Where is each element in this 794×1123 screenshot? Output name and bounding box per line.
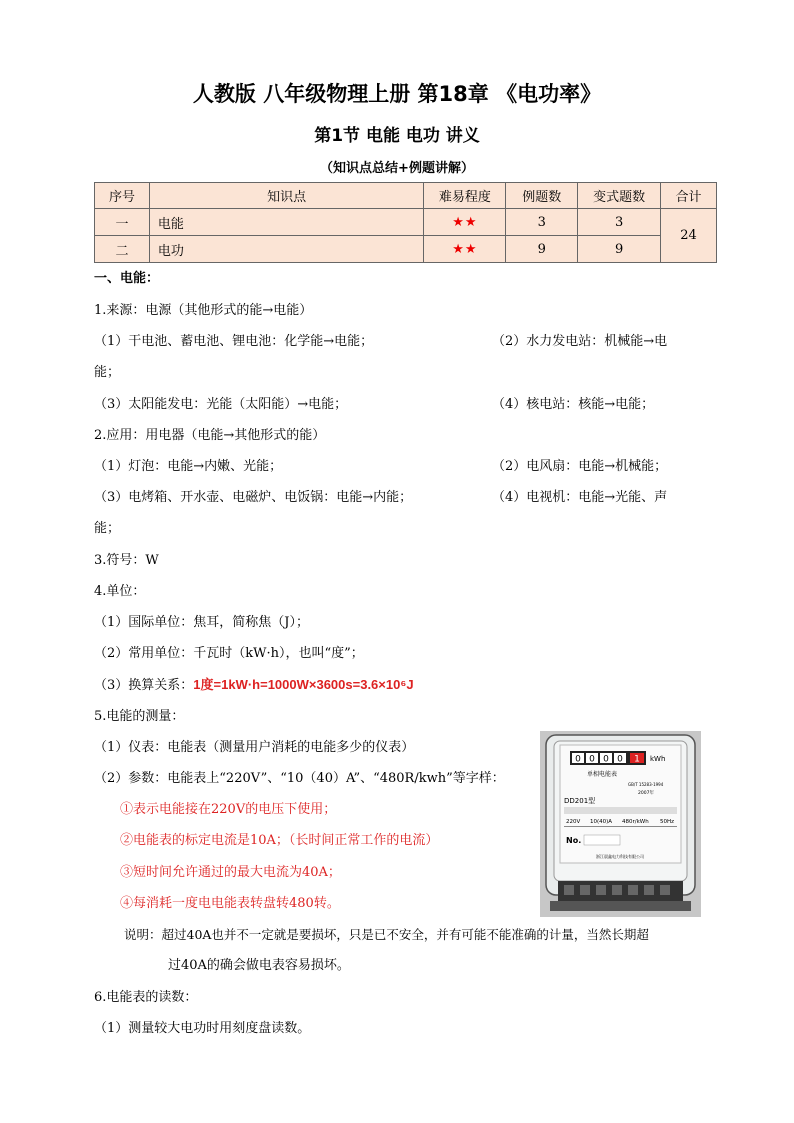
page-note: （知识点总结+例题讲解） [320, 161, 474, 176]
text-line: 过40A的确会做电表容易损坏。 [168, 958, 350, 973]
meter-model: DD201型 [564, 797, 596, 805]
meter-standard: GB/T 15283-1994 [628, 782, 664, 787]
text-line: （2）电风扇：电能→机械能； [492, 459, 668, 474]
meter-digit: 0 [603, 754, 609, 765]
row-difficulty: ★★ [424, 236, 506, 263]
text-line: （1）仪表：电能表（测量用户消耗的电能多少的仪表） [94, 740, 415, 755]
text-line: （2）常用单位：千瓦时（kW·h），也叫“度”； [94, 646, 364, 661]
summary-table [94, 182, 717, 263]
text-line: （3）电烤箱、开水壶、电磁炉、电饭锅：电能→内能； [94, 490, 413, 505]
meter-no-label: No. [566, 836, 582, 845]
table-total: 24 [661, 209, 717, 263]
text-label: （3）换算关系： [94, 678, 194, 693]
text-line [94, 677, 414, 694]
conversion-formula: 1度=1kW·h=1000W×3600s=3.6×10⁶J [193, 677, 414, 692]
meter-maker: 浙江晨鑫电力科技有限公司 [596, 854, 644, 859]
table-header-row [95, 183, 717, 209]
red-point: ④每消耗一度电电能表转盘转480转。 [120, 896, 340, 911]
text-line: 能； [94, 521, 121, 536]
page-subtitle: 第1节 电能 电功 讲义 [314, 126, 480, 146]
meter-current: 10(40)A [590, 819, 613, 825]
section-heading: 一、电能： [94, 271, 160, 286]
row-number: 一 [95, 209, 150, 236]
text-line: 2.应用：用电器（电能→其他形式的能） [94, 428, 326, 443]
text-line: （1）灯泡：电能→内嫩、光能； [94, 459, 283, 474]
row-number: 二 [95, 236, 150, 263]
meter-digit: 0 [589, 754, 595, 765]
header-cell: 变式题数 [578, 183, 661, 209]
red-point: ③短时间允许通过的最大电流为40A； [120, 865, 341, 880]
text-line: 3.符号：W [94, 553, 159, 568]
text-line: （1）干电池、蓄电池、锂电池：化学能→电能； [94, 334, 374, 349]
text-line: 1.来源：电源（其他形式的能→电能） [94, 303, 313, 318]
electricity-meter-image [540, 731, 701, 917]
text-line: 5.电能的测量： [94, 709, 185, 724]
row-topic: 电功 [149, 236, 424, 263]
row-difficulty: ★★ [424, 209, 506, 236]
meter-year: 2007年 [638, 791, 654, 796]
text-line: 说明：超过40A也并不一定就是要损坏，只是已不安全，并有可能不能准确的计量，当然长期超 [124, 927, 649, 942]
meter-freq: 50Hz [660, 819, 675, 825]
row-variants: 3 [578, 209, 661, 236]
meter-rev: 480r/kWh [622, 819, 649, 825]
text-line: （3）太阳能发电：光能（太阳能）→电能； [94, 397, 348, 412]
red-point: ①表示电能接在220V的电压下使用； [120, 802, 337, 817]
header-cell: 知识点 [149, 183, 424, 209]
text-line: 6.电能表的读数： [94, 990, 198, 1005]
text-line: （1）国际单位：焦耳，简称焦（J）； [94, 615, 309, 630]
meter-unit: kWh [650, 755, 666, 763]
row-examples: 3 [506, 209, 578, 236]
page-title: 人教版 八年级物理上册 第18章 《电功率》 [192, 82, 602, 106]
table-row [95, 236, 717, 263]
row-variants: 9 [578, 236, 661, 263]
meter-digit: 0 [575, 754, 581, 765]
header-cell: 序号 [95, 183, 150, 209]
text-line: （2）水力发电站：机械能→电 [492, 334, 668, 349]
meter-digit: 1 [634, 754, 640, 765]
row-topic: 电能 [149, 209, 424, 236]
meter-name: 单相电能表 [586, 771, 618, 778]
header-cell: 例题数 [506, 183, 578, 209]
meter-voltage: 220V [566, 819, 581, 825]
text-line: （2）参数：电能表上“220V”、“10（40）A”、“480R/kwh”等字样： [94, 771, 505, 786]
header-cell: 难易程度 [424, 183, 506, 209]
meter-digit: 0 [617, 754, 623, 765]
text-line: 4.单位： [94, 584, 146, 599]
header-cell: 合计 [661, 183, 717, 209]
table-row [95, 209, 717, 236]
text-line: （1）测量较大电功时用刻度盘读数。 [94, 1021, 311, 1036]
text-line: （4）电视机：电能→光能、声 [492, 490, 668, 505]
row-examples: 9 [506, 236, 578, 263]
text-line: 能； [94, 365, 121, 380]
red-point: ②电能表的标定电流是10A；（长时间正常工作的电流） [120, 833, 439, 848]
text-line: （4）核电站：核能→电能； [492, 397, 655, 412]
